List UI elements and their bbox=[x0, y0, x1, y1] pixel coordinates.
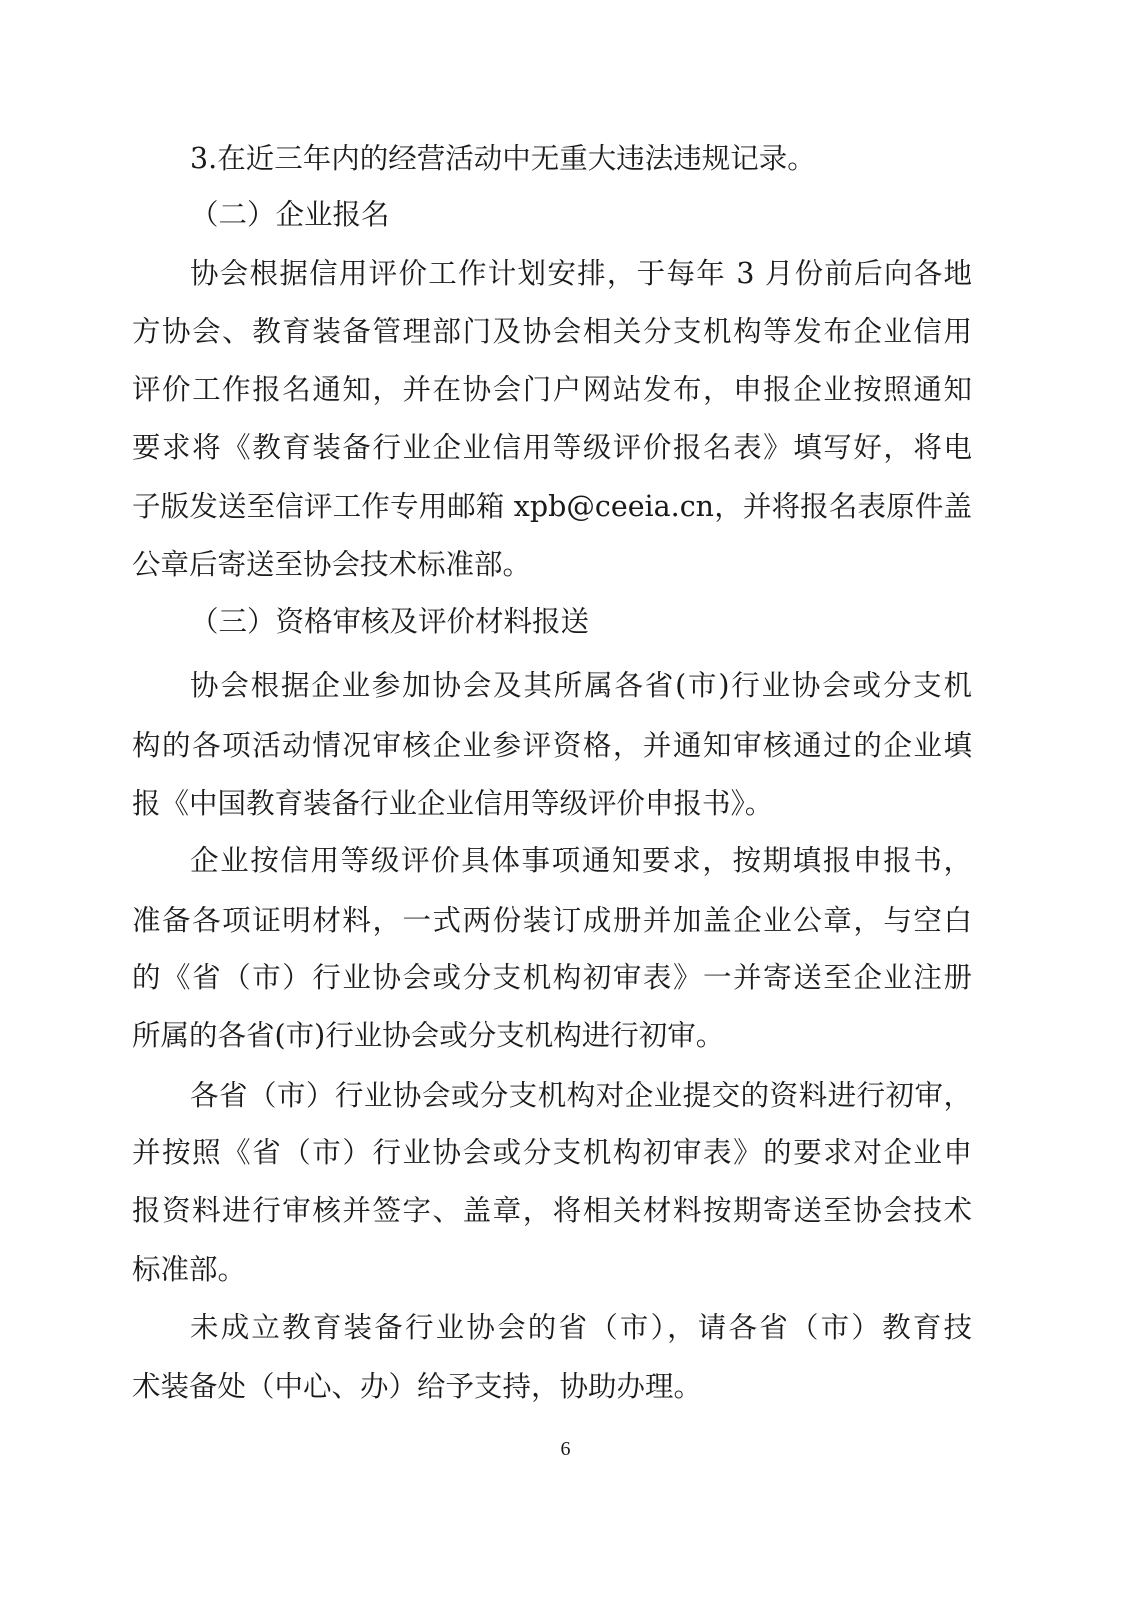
paragraph-line: 企业按信用等级评价具体事项通知要求，按期填报申报书， bbox=[190, 844, 972, 877]
paragraph-line: 子版发送至信评工作专用邮箱 xpb@ceeia.cn，并将报名表原件盖 bbox=[132, 490, 972, 523]
paragraph-line: 准备各项证明材料，一式两份装订成册并加盖企业公章，与空白 bbox=[132, 904, 972, 937]
paragraph-line: 各省（市）行业协会或分支机构对企业提交的资料进行初审， bbox=[190, 1079, 972, 1112]
paragraph-line: 报《中国教育装备行业企业信用等级评价申报书》。 bbox=[132, 787, 774, 820]
paragraph-line: 公章后寄送至协会技术标准部。 bbox=[132, 548, 532, 581]
paragraph-line: 协会根据企业参加协会及其所属各省(市)行业协会或分支机 bbox=[190, 669, 972, 702]
paragraph-line: 协会根据信用评价工作计划安排，于每年 3 月份前后向各地 bbox=[190, 257, 972, 290]
paragraph-line: 构的各项活动情况审核企业参评资格，并通知审核通过的企业填 bbox=[132, 729, 972, 762]
paragraph-line: 评价工作报名通知，并在协会门户网站发布，申报企业按照通知 bbox=[132, 373, 972, 406]
paragraph-line: 术装备处（中心、办）给予支持，协助办理。 bbox=[132, 1370, 703, 1403]
section-heading-qualification-review: （三）资格审核及评价材料报送 bbox=[190, 605, 590, 638]
paragraph-line: 方协会、教育装备管理部门及协会相关分支机构等发布企业信用 bbox=[132, 315, 972, 348]
paragraph-line: 标准部。 bbox=[132, 1253, 247, 1286]
paragraph-line: 并按照《省（市）行业协会或分支机构初审表》的要求对企业申 bbox=[132, 1136, 972, 1169]
paragraph-line: 报资料进行审核并签字、盖章，将相关材料按期寄送至协会技术 bbox=[132, 1194, 972, 1227]
paragraph-line: 3.在近三年内的经营活动中无重大违法违规记录。 bbox=[190, 142, 816, 175]
paragraph-line: 的《省（市）行业协会或分支机构初审表》一并寄送至企业注册 bbox=[132, 961, 972, 994]
paragraph-line: 所属的各省(市)行业协会或分支机构进行初审。 bbox=[132, 1019, 725, 1052]
section-heading-enterprise-registration: （二）企业报名 bbox=[190, 198, 390, 231]
paragraph-line: 未成立教育装备行业协会的省（市），请各省（市）教育技 bbox=[190, 1311, 972, 1344]
paragraph-line: 要求将《教育装备行业企业信用等级评价报名表》填写好，将电 bbox=[132, 431, 972, 464]
page-number: 6 bbox=[560, 1438, 571, 1460]
